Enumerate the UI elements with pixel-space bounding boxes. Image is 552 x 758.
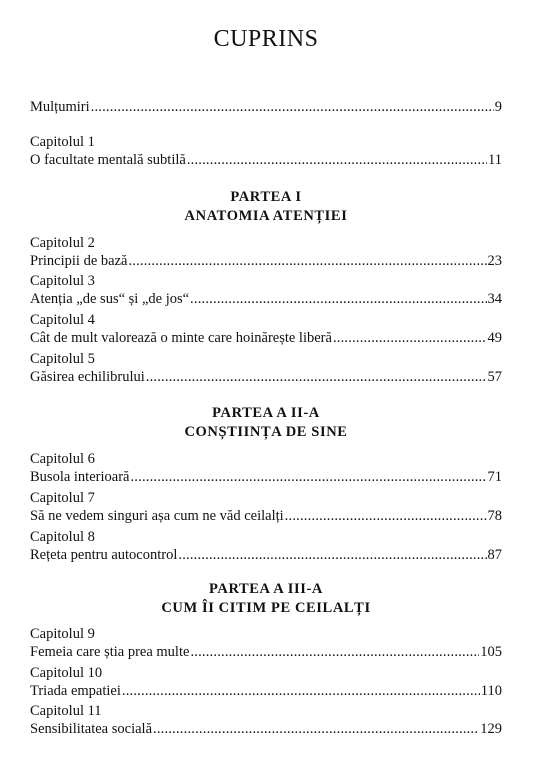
toc-page-number: 34 [487,291,502,307]
toc-entry-title: Triada empatiei [30,683,121,699]
toc-entry-chapter-1[interactable] [30,151,502,169]
dot-leader [285,507,487,525]
toc-entry-chapter-2[interactable] [30,252,502,270]
toc-entry-acknowledgements[interactable] [30,98,502,116]
toc-entry-chapter-3[interactable] [30,290,502,308]
part-heading: PARTEA A II-A [212,405,320,421]
toc-entry-chapter-7[interactable] [30,507,502,525]
toc-entry-title: Femeia care știa prea multe [30,644,190,660]
chapter-number: Capitolul 10 [30,665,103,681]
toc-entry-chapter-10[interactable] [30,682,502,700]
toc-page-number: 105 [480,644,502,660]
toc-entry-chapter-8[interactable] [30,546,502,564]
chapter-number: Capitolul 7 [30,490,95,506]
part-heading: PARTEA A III-A [209,581,323,597]
toc-page-number: 11 [488,152,502,168]
toc-entry-chapter-6[interactable] [30,468,502,486]
toc-entry-chapter-9[interactable] [30,643,502,661]
dot-leader [128,252,486,270]
dot-leader [91,98,494,116]
dot-leader [178,546,486,564]
toc-entry-title: Rețeta pentru autocontrol [30,547,178,563]
toc-entry-title: Atenția „de sus“ și „de jos“ [30,291,190,307]
toc-entry-title: Sensibilitatea socială [30,721,153,737]
toc-page-number: 87 [487,547,502,563]
page-title: CUPRINS [213,26,319,52]
toc-page-number: 78 [487,508,502,524]
part-subtitle: CUM ÎI CITIM PE CEILALȚI [161,600,371,616]
toc-entry-title: Mulțumiri [30,99,90,115]
toc-entry-chapter-5[interactable] [30,368,502,386]
part-subtitle: ANATOMIA ATENȚIEI [184,208,348,224]
chapter-number: Capitolul 11 [30,703,102,719]
chapter-number: Capitolul 9 [30,626,95,642]
toc-entry-title: Să ne vedem singuri așa cum ne văd ceilalți [30,508,284,524]
toc-page-number: 49 [487,330,502,346]
chapter-number: Capitolul 3 [30,273,95,289]
dot-leader [333,329,487,347]
dot-leader [122,682,480,700]
toc-entry-title: Cât de mult valorează o minte care hoinărește liberă [30,330,332,346]
part-heading: PARTEA I [230,189,302,205]
toc-page-number: 129 [480,721,502,737]
chapter-number: Capitolul 2 [30,235,95,251]
part-subtitle: CONȘTIINȚA DE SINE [184,424,348,440]
dot-leader [146,368,487,386]
dot-leader [190,643,479,661]
chapter-number: Capitolul 8 [30,529,95,545]
toc-entry-title: Principii de bază [30,253,128,269]
toc-entry-chapter-4[interactable] [30,329,502,347]
chapter-number: Capitolul 1 [30,134,95,150]
table-of-contents [30,0,502,758]
toc-page-number: 9 [494,99,502,115]
toc-page-number: 23 [487,253,502,269]
toc-page-number: 71 [487,469,502,485]
dot-leader [190,290,486,308]
chapter-number: Capitolul 5 [30,351,95,367]
dot-leader [187,151,487,169]
toc-entry-title: Găsirea echilibrului [30,369,145,385]
dot-leader [153,720,479,738]
dot-leader [130,468,486,486]
toc-entry-title: O facultate mentală subtilă [30,152,186,168]
toc-page-number: 110 [480,683,502,699]
chapter-number: Capitolul 4 [30,312,95,328]
toc-page-number: 57 [487,369,502,385]
chapter-number: Capitolul 6 [30,451,95,467]
toc-entry-chapter-11[interactable] [30,720,502,738]
toc-entry-title: Busola interioară [30,469,130,485]
